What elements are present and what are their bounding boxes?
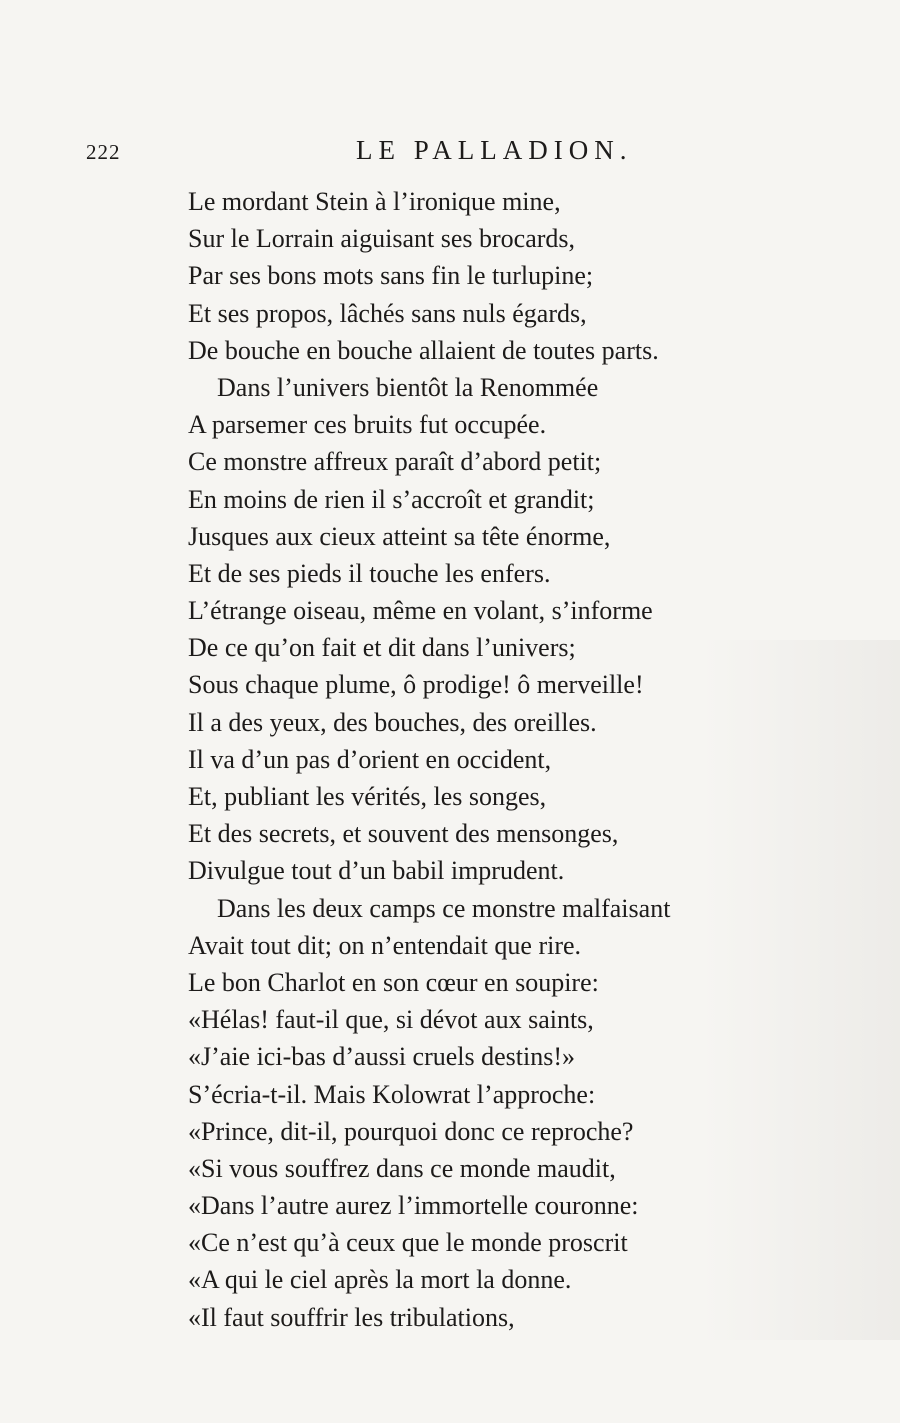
verse-line: Il va d’un pas d’orient en occident, — [188, 744, 552, 774]
verse-line: Le bon Charlot en son cœur en soupire: — [188, 967, 599, 997]
verse-line: «Ce n’est qu’à ceux que le monde proscrit — [188, 1228, 628, 1258]
verse-line: Dans l’univers bientôt la Renommée — [217, 372, 599, 402]
verse-line: Sur le Lorrain aiguisant ses brocards, — [188, 224, 576, 254]
verse-line: Ce monstre affreux paraît d’abord petit; — [188, 447, 602, 477]
verse-line: Le mordant Stein à l’ironique mine, — [188, 187, 561, 216]
verse-line: De ce qu’on fait et dit dans l’univers; — [188, 633, 576, 663]
verse-line: Il a des yeux, des bouches, des oreilles. — [188, 707, 597, 737]
verse-line: L’étrange oiseau, même en volant, s’informe — [188, 596, 653, 626]
verse-line: «Il faut souffrir les tribulations, — [188, 1302, 515, 1332]
verse-line: Sous chaque plume, ô prodige! ô merveille! — [188, 670, 644, 700]
verse-line: Et des secrets, et souvent des mensonges, — [188, 819, 619, 849]
poem-text — [188, 183, 788, 1336]
verse-line: «Si vous souffrez dans ce monde maudit, — [188, 1153, 616, 1183]
verse-line: Par ses bons mots sans fin le turlupine; — [188, 261, 594, 291]
verse-line: Et de ses pieds il touche les enfers. — [188, 558, 551, 588]
verse-line: Jusques aux cieux atteint sa tête énorme, — [188, 521, 611, 551]
verse-line: S’écria-t-il. Mais Kolowrat l’approche: — [188, 1079, 596, 1109]
verse-line: Et ses propos, lâchés sans nuls égards, — [188, 298, 587, 328]
verse-line: «Prince, dit-il, pourquoi donc ce reproche? — [188, 1116, 634, 1146]
verse-line: Et, publiant les vérités, les songes, — [188, 782, 547, 811]
verse-line: De bouche en bouche allaient de toutes parts. — [188, 335, 659, 365]
verse-line: «A qui le ciel après la mort la donne. — [188, 1265, 572, 1295]
verse-line: Dans les deux camps ce monstre malfaisant — [217, 893, 671, 923]
page-number: 222 — [86, 140, 121, 164]
verse-line: Avait tout dit; on n’entendait que rire. — [188, 930, 582, 960]
running-title: LE PALLADION. — [356, 135, 633, 165]
verse-line: «Dans l’autre aurez l’immortelle couronne: — [188, 1191, 639, 1221]
verse-line: En moins de rien il s’accroît et grandit; — [188, 484, 595, 514]
verse-line: «J’aie ici-bas d’aussi cruels destins!» — [188, 1042, 576, 1072]
verse-line: Divulgue tout d’un babil imprudent. — [188, 856, 565, 886]
verse-line: A parsemer ces bruits fut occupée. — [188, 410, 547, 440]
verse-line: «Hélas! faut-il que, si dévot aux saints, — [188, 1005, 594, 1035]
